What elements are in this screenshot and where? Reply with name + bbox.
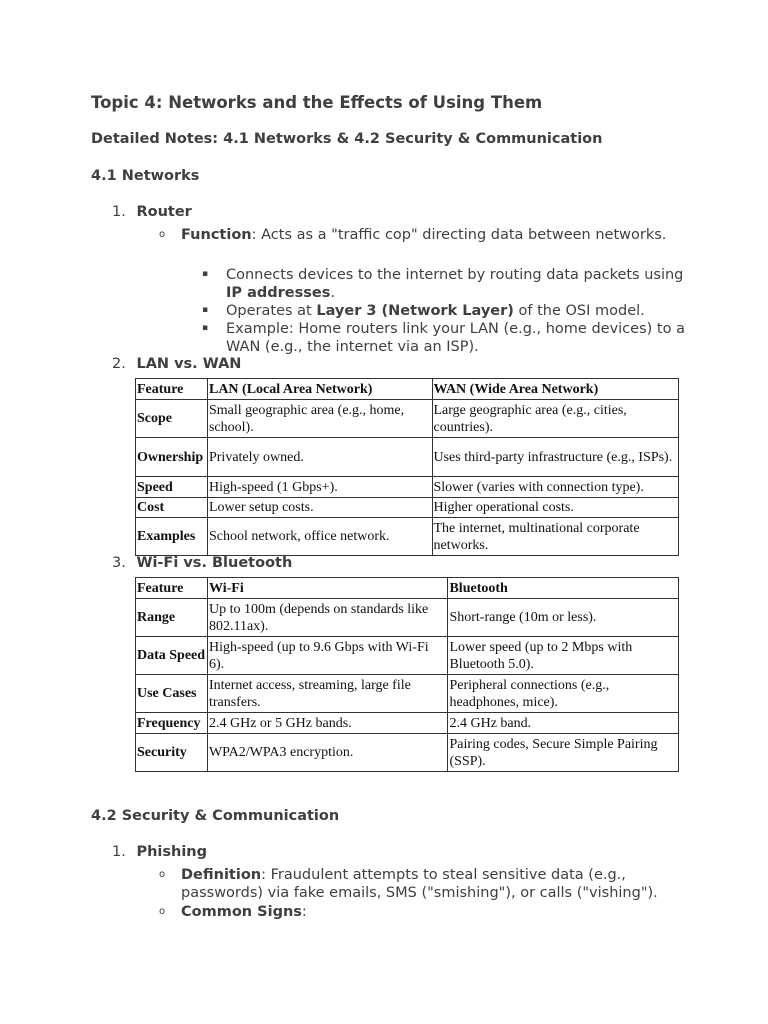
table-row — [136, 675, 679, 713]
feature-cell: Scope — [136, 400, 208, 438]
list-number: 3. — [112, 555, 126, 571]
table-row — [136, 599, 679, 637]
table-row — [136, 477, 679, 498]
wifi-cell: Up to 100m (depends on standards like 802.11ax). — [207, 599, 448, 637]
wan-cell: Slower (varies with connection type). — [432, 477, 679, 498]
list-number: 1. — [112, 844, 126, 860]
signs-label: Common Signs — [181, 904, 302, 920]
square-bullet-icon: ▪ — [202, 305, 209, 315]
feature-cell: Cost — [136, 498, 208, 518]
bluetooth-cell: Short-range (10m or less). — [448, 599, 679, 637]
phishing-common-signs — [181, 903, 701, 921]
router-bullet: Example: Home routers link your LAN (e.g., home devices) to a WAN (e.g., the internet via an ISP). — [226, 321, 685, 355]
list-item-lan-wan — [112, 356, 241, 372]
section-heading-security: 4.2 Security & Communication — [91, 808, 340, 824]
wifi-cell: WPA2/WPA3 encryption. — [207, 734, 448, 772]
page-subtitle: Detailed Notes: 4.1 Networks & 4.2 Security & Communication — [91, 131, 603, 147]
feature-cell: Use Cases — [136, 675, 208, 713]
feature-cell: Speed — [136, 477, 208, 498]
list-number: 2. — [112, 356, 126, 372]
header-cell: LAN (Local Area Network) — [207, 379, 432, 400]
circle-bullet-icon: o — [159, 229, 166, 240]
feature-cell: Examples — [136, 518, 208, 556]
feature-cell: Security — [136, 734, 208, 772]
phishing-definition — [181, 866, 701, 902]
circle-bullet-icon: o — [159, 906, 166, 917]
router-bullet: Operates at Layer 3 (Network Layer) of the OSI model. — [226, 303, 645, 319]
header-cell: Wi-Fi — [207, 578, 448, 599]
table-row — [136, 734, 679, 772]
wan-cell: Higher operational costs. — [432, 498, 679, 518]
lan-cell: High-speed (1 Gbps+). — [207, 477, 432, 498]
lan-cell: School network, office network. — [207, 518, 432, 556]
lan-wan-table — [135, 378, 679, 556]
bluetooth-cell: Pairing codes, Secure Simple Pairing (SSP). — [448, 734, 679, 772]
table-header-row — [136, 379, 679, 400]
header-cell: WAN (Wide Area Network) — [432, 379, 679, 400]
page-title: Topic 4: Networks and the Effects of Using Them — [91, 93, 543, 112]
signs-text: : — [301, 904, 307, 920]
item-label: Wi-Fi vs. Bluetooth — [136, 555, 293, 571]
square-bullet-icon: ▪ — [202, 269, 209, 279]
feature-cell: Range — [136, 599, 208, 637]
wifi-cell: Internet access, streaming, large file transfers. — [207, 675, 448, 713]
wan-cell: Uses third-party infrastructure (e.g., ISPs). — [432, 438, 679, 477]
list-item-router — [112, 204, 192, 220]
wifi-cell: 2.4 GHz or 5 GHz bands. — [207, 713, 448, 734]
feature-cell: Data Speed — [136, 637, 208, 675]
wan-cell: Large geographic area (e.g., cities, countries). — [432, 400, 679, 438]
list-number: 1. — [112, 204, 126, 220]
header-cell: Feature — [136, 578, 208, 599]
function-label: Function — [181, 227, 252, 243]
lan-cell: Small geographic area (e.g., home, school). — [207, 400, 432, 438]
definition-label: Definition — [181, 867, 262, 883]
feature-cell: Frequency — [136, 713, 208, 734]
router-function — [181, 226, 701, 244]
function-text: : Acts as a "traffic cop" directing data between networks. — [251, 227, 667, 243]
header-cell: Feature — [136, 379, 208, 400]
header-cell: Bluetooth — [448, 578, 679, 599]
table-row — [136, 400, 679, 438]
table-header-row — [136, 578, 679, 599]
item-label: LAN vs. WAN — [136, 356, 242, 372]
table-row — [136, 713, 679, 734]
list-item-phishing — [112, 844, 207, 860]
square-bullet-icon: ▪ — [202, 323, 209, 333]
section-heading-networks: 4.1 Networks — [91, 168, 200, 184]
bluetooth-cell: 2.4 GHz band. — [448, 713, 679, 734]
feature-cell: Ownership — [136, 438, 208, 477]
lan-cell: Privately owned. — [207, 438, 432, 477]
wifi-cell: High-speed (up to 9.6 Gbps with Wi-Fi 6). — [207, 637, 448, 675]
wan-cell: The internet, multinational corporate networks. — [432, 518, 679, 556]
item-label: Router — [136, 204, 192, 220]
list-item-wifi-bluetooth — [112, 555, 292, 571]
table-row — [136, 518, 679, 556]
router-bullet: Connects devices to the internet by routing data packets using IP addresses. — [226, 267, 684, 301]
table-row — [136, 438, 679, 477]
bluetooth-cell: Lower speed (up to 2 Mbps with Bluetooth 5.0). — [448, 637, 679, 675]
lan-cell: Lower setup costs. — [207, 498, 432, 518]
table-row — [136, 637, 679, 675]
definition-text: : Fraudulent attempts to steal sensitive data (e.g., passwords) via fake emails, SMS ("smishing"), or calls ("vishing"). — [181, 867, 658, 901]
table-row — [136, 498, 679, 518]
item-label: Phishing — [136, 844, 207, 860]
wifi-bluetooth-table — [135, 577, 679, 772]
circle-bullet-icon: o — [159, 869, 166, 880]
bluetooth-cell: Peripheral connections (e.g., headphones, mice). — [448, 675, 679, 713]
